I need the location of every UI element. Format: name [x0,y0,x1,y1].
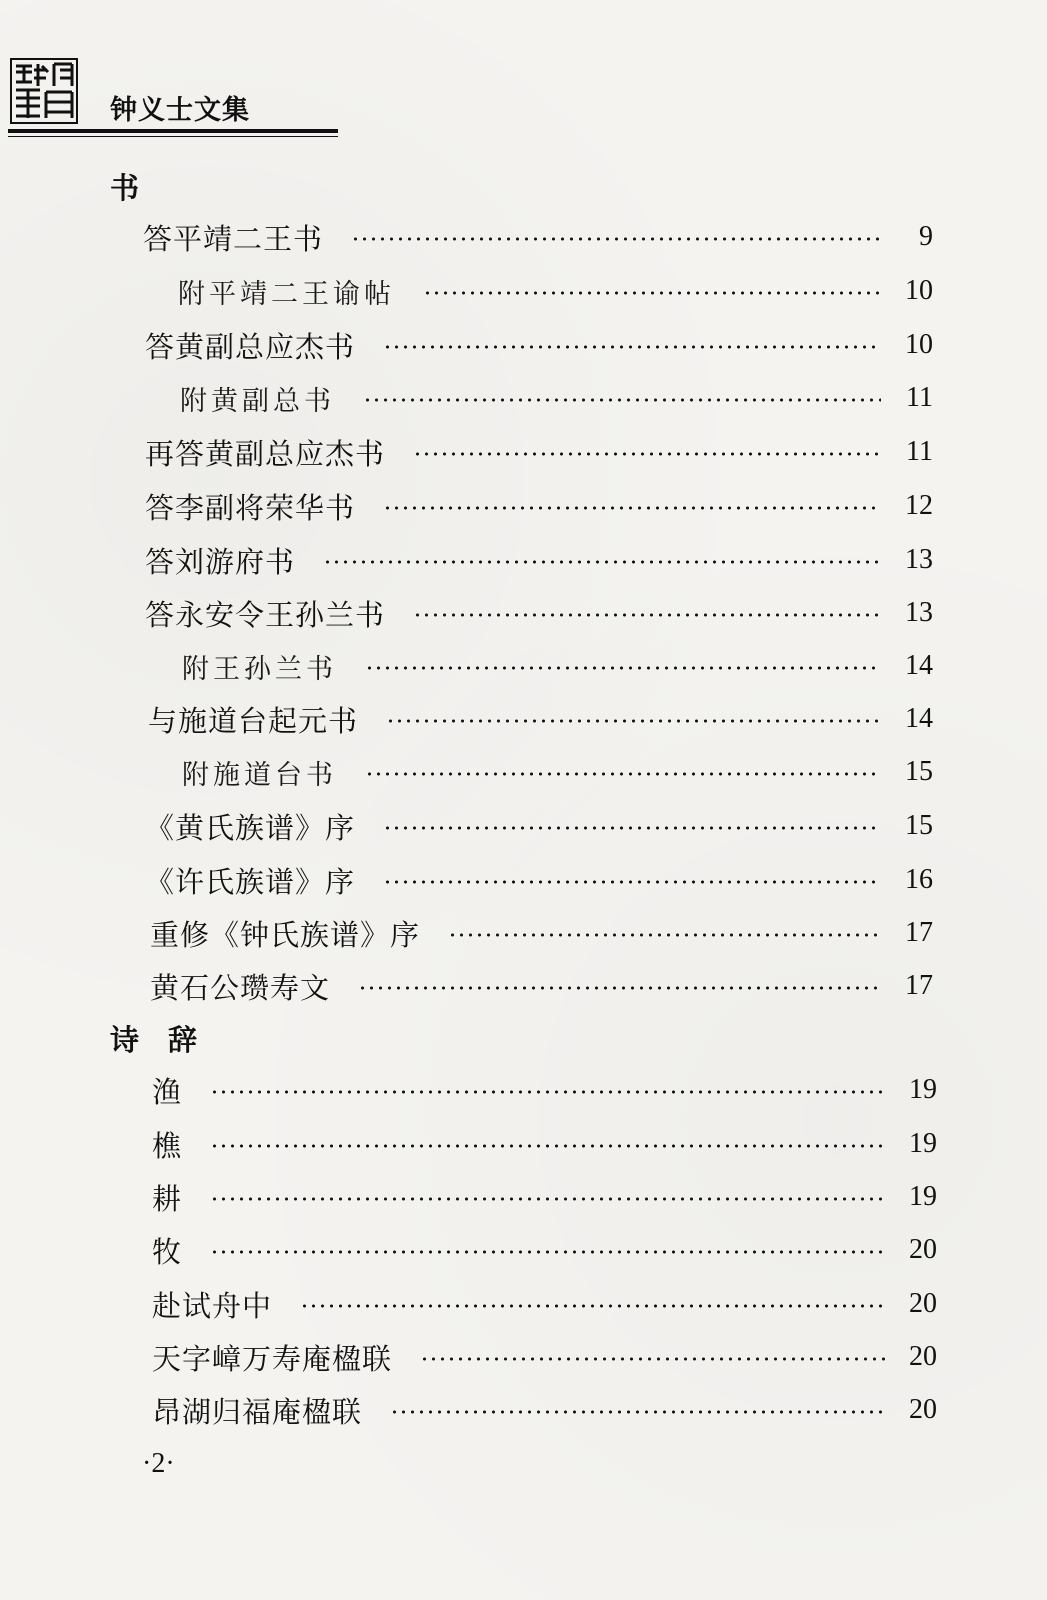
toc-entry-page: 9 [919,221,933,252]
toc-entry-title: 附平靖二王谕帖 [178,278,395,310]
toc-entry-page: 12 [905,490,933,521]
toc-entry[interactable] [180,378,933,418]
toc-entry[interactable] [145,860,933,900]
toc-entry[interactable] [143,217,933,257]
header-rule-thin [8,136,338,137]
dot-leader [413,451,881,457]
section-heading-poems: 诗 辞 [110,1023,198,1057]
toc-entry-title: 重修《钟氏族谱》序 [150,917,421,952]
toc-entry[interactable] [152,1177,937,1217]
toc-entry[interactable] [145,432,933,472]
dot-leader [448,932,881,938]
toc-entry[interactable] [182,752,933,792]
toc-entry-page: 20 [909,1234,937,1265]
dot-leader [390,1409,885,1415]
toc-entry-page: 19 [909,1074,937,1105]
toc-entry-title: 昂湖归福庵楹联 [152,1394,363,1429]
toc-entry-page: 13 [905,597,933,628]
toc-entry-page: 15 [905,810,933,841]
toc-entry[interactable] [182,646,933,686]
toc-entry[interactable] [145,325,933,365]
book-title: 钟义士文集 [110,95,250,126]
dot-leader [383,825,881,831]
toc-entry-page: 19 [909,1181,937,1212]
toc-entry-page: 10 [905,329,933,360]
dot-leader [423,290,881,296]
toc-entry-title: 黄石公瓒寿文 [150,970,331,1005]
toc-entry-title: 附王孙兰书 [182,653,337,685]
toc-entry-title: 《许氏族谱》序 [145,864,356,899]
toc-entry-title: 赴试舟中 [152,1288,273,1323]
toc-entry-page: 13 [905,544,933,575]
toc-entry[interactable] [145,486,933,526]
toc-entry-title: 耕 [152,1181,183,1216]
toc-entry[interactable] [150,913,933,953]
toc-entry-page: 20 [909,1394,937,1425]
dot-leader [420,1356,885,1362]
toc-entry-page: 20 [909,1341,937,1372]
toc-entry[interactable] [152,1390,937,1430]
dot-leader [358,985,881,991]
dot-leader [383,505,881,511]
dot-leader [300,1303,885,1309]
toc-entry-page: 17 [905,970,933,1001]
dot-leader [365,771,881,777]
toc-entry-page: 10 [905,275,933,306]
toc-entry-title: 再答黄副总应杰书 [145,436,386,471]
dot-leader [383,879,881,885]
toc-entry[interactable] [152,1124,937,1164]
toc-entry-page: 20 [909,1288,937,1319]
toc-entry-title: 与施道台起元书 [148,703,359,738]
toc-entry-title: 答永安令王孙兰书 [145,597,386,632]
toc-entry-title: 附黄副总书 [180,385,335,417]
toc-entry-title: 答李副将荣华书 [145,490,356,525]
toc-entry-title: 牧 [152,1234,183,1269]
toc-entry[interactable] [145,593,933,633]
toc-entry-page: 19 [909,1128,937,1159]
toc-entry-title: 《黄氏族谱》序 [145,810,356,845]
seal-logo-icon [10,58,78,124]
toc-entry-title: 答刘游府书 [145,544,296,579]
toc-entry[interactable] [152,1337,937,1377]
toc-entry[interactable] [145,806,933,846]
dot-leader [386,718,881,724]
dot-leader [351,236,881,242]
dot-leader [383,344,881,350]
dot-leader [363,397,881,403]
dot-leader [413,612,881,618]
toc-entry-page: 14 [905,703,933,734]
toc-entry-page: 16 [905,864,933,895]
toc-entry-title: 答黄副总应杰书 [145,329,356,364]
toc-entry[interactable] [148,699,933,739]
toc-entry[interactable] [152,1070,937,1110]
toc-entry-page: 11 [906,382,933,413]
dot-leader [210,1143,885,1149]
toc-entry[interactable] [152,1230,937,1270]
toc-entry-page: 15 [905,756,933,787]
toc-entry-title: 附施道台书 [182,759,337,791]
toc-entry[interactable] [178,271,933,311]
toc-entry-title: 渔 [152,1074,183,1109]
toc-entry-title: 樵 [152,1128,183,1163]
toc-entry[interactable] [145,540,933,580]
dot-leader [210,1196,885,1202]
toc-entry-page: 17 [905,917,933,948]
toc-entry[interactable] [150,966,933,1006]
toc-entry-title: 答平靖二王书 [143,221,324,256]
toc-entry-page: 11 [906,436,933,467]
toc-entry-title: 天字嶂万寿庵楹联 [152,1341,393,1376]
toc-entry[interactable] [152,1284,937,1324]
page-number: ·2· [142,1448,175,1479]
dot-leader [210,1249,885,1255]
dot-leader [365,665,881,671]
dot-leader [323,559,881,565]
header-rule [8,129,338,133]
toc-entry-page: 14 [905,650,933,681]
dot-leader [210,1089,885,1095]
section-heading-letters: 书 [110,171,140,205]
